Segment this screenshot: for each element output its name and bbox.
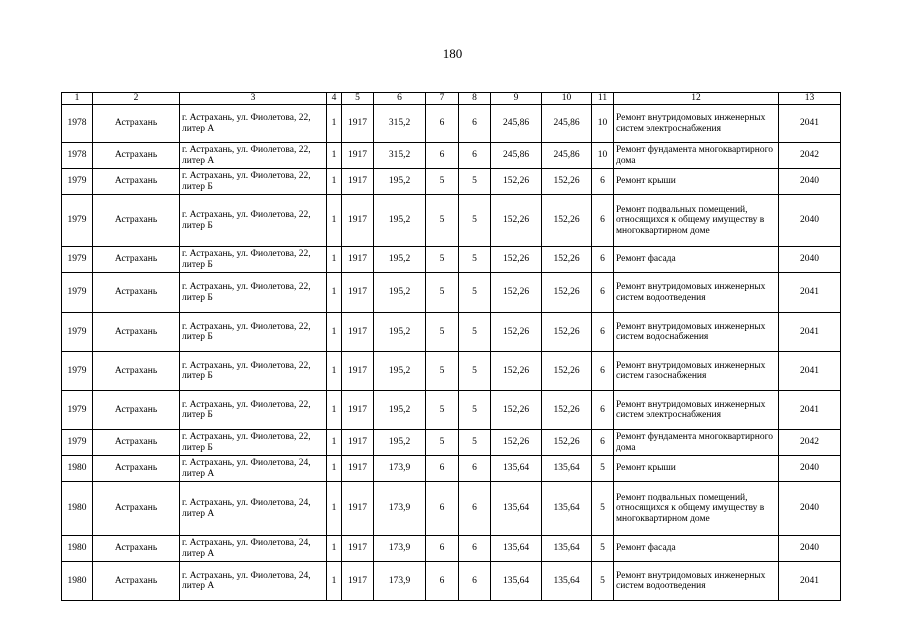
col-11-cell: 6 [592, 430, 614, 456]
year-built-cell: 1917 [342, 169, 374, 195]
col-7-cell: 6 [426, 536, 459, 562]
col-8-cell: 5 [459, 169, 491, 195]
col-10-cell: 135,64 [542, 482, 592, 536]
table-row [62, 105, 841, 143]
col-11-cell: 6 [592, 273, 614, 313]
col-9-cell: 152,26 [491, 195, 542, 247]
col-9-cell: 152,26 [491, 391, 542, 430]
city-cell: Астрахань [93, 562, 180, 601]
col-11-cell: 6 [592, 169, 614, 195]
repair-work-cell: Ремонт крыши [614, 456, 779, 482]
repair-work-cell: Ремонт внутридомовых инженерных систем электроснабжения [614, 391, 779, 430]
table-row [62, 169, 841, 195]
area-cell: 195,2 [374, 195, 426, 247]
col-9-cell: 245,86 [491, 143, 542, 169]
city-cell: Астрахань [93, 247, 180, 273]
col-9-cell: 152,26 [491, 313, 542, 352]
col-7-cell: 5 [426, 247, 459, 273]
col-7-cell: 6 [426, 562, 459, 601]
area-cell: 173,9 [374, 562, 426, 601]
row-number-cell: 1979 [62, 391, 93, 430]
col-8-cell: 5 [459, 352, 491, 391]
col-9-cell: 152,26 [491, 430, 542, 456]
planned-year-cell: 2040 [779, 169, 841, 195]
col-8-cell: 6 [459, 105, 491, 143]
year-built-cell: 1917 [342, 195, 374, 247]
city-cell: Астрахань [93, 143, 180, 169]
area-cell: 173,9 [374, 536, 426, 562]
year-built-cell: 1917 [342, 482, 374, 536]
col-11-cell: 5 [592, 482, 614, 536]
col-4-cell: 1 [327, 247, 342, 273]
col-7-cell: 5 [426, 391, 459, 430]
col-8-cell: 6 [459, 143, 491, 169]
city-cell: Астрахань [93, 391, 180, 430]
column-header: 7 [426, 93, 459, 105]
col-7-cell: 5 [426, 430, 459, 456]
col-11-cell: 10 [592, 143, 614, 169]
city-cell: Астрахань [93, 430, 180, 456]
row-number-cell: 1979 [62, 247, 93, 273]
column-header: 10 [542, 93, 592, 105]
planned-year-cell: 2041 [779, 273, 841, 313]
col-8-cell: 6 [459, 482, 491, 536]
col-7-cell: 6 [426, 456, 459, 482]
year-built-cell: 1917 [342, 352, 374, 391]
col-4-cell: 1 [327, 105, 342, 143]
col-10-cell: 152,26 [542, 195, 592, 247]
col-9-cell: 152,26 [491, 247, 542, 273]
address-cell: г. Астрахань, ул. Фиолетова, 22, литер Б [180, 195, 327, 247]
year-built-cell: 1917 [342, 313, 374, 352]
page-number: 180 [442, 46, 463, 61]
col-4-cell: 1 [327, 169, 342, 195]
table-row [62, 143, 841, 169]
row-number-cell: 1979 [62, 430, 93, 456]
col-4-cell: 1 [327, 143, 342, 169]
col-7-cell: 6 [426, 105, 459, 143]
address-cell: г. Астрахань, ул. Фиолетова, 22, литер Б [180, 169, 327, 195]
planned-year-cell: 2042 [779, 143, 841, 169]
city-cell: Астрахань [93, 273, 180, 313]
col-7-cell: 5 [426, 195, 459, 247]
row-number-cell: 1980 [62, 562, 93, 601]
planned-year-cell: 2040 [779, 456, 841, 482]
repair-work-cell: Ремонт подвальных помещений, относящихся к общему имуществу в многоквартирном доме [614, 195, 779, 247]
planned-year-cell: 2040 [779, 195, 841, 247]
year-built-cell: 1917 [342, 143, 374, 169]
col-10-cell: 245,86 [542, 105, 592, 143]
table-row [62, 456, 841, 482]
column-header: 4 [327, 93, 342, 105]
city-cell: Астрахань [93, 105, 180, 143]
col-7-cell: 6 [426, 143, 459, 169]
city-cell: Астрахань [93, 536, 180, 562]
planned-year-cell: 2040 [779, 247, 841, 273]
column-header: 8 [459, 93, 491, 105]
address-cell: г. Астрахань, ул. Фиолетова, 24, литер А [180, 482, 327, 536]
column-header: 3 [180, 93, 327, 105]
col-9-cell: 245,86 [491, 105, 542, 143]
planned-year-cell: 2041 [779, 391, 841, 430]
year-built-cell: 1917 [342, 430, 374, 456]
address-cell: г. Астрахань, ул. Фиолетова, 22, литер Б [180, 391, 327, 430]
col-10-cell: 135,64 [542, 456, 592, 482]
col-8-cell: 5 [459, 195, 491, 247]
col-4-cell: 1 [327, 195, 342, 247]
col-4-cell: 1 [327, 391, 342, 430]
city-cell: Астрахань [93, 169, 180, 195]
col-8-cell: 5 [459, 273, 491, 313]
year-built-cell: 1917 [342, 105, 374, 143]
col-11-cell: 5 [592, 456, 614, 482]
table-row [62, 536, 841, 562]
table-row [62, 562, 841, 601]
column-header: 5 [342, 93, 374, 105]
year-built-cell: 1917 [342, 536, 374, 562]
city-cell: Астрахань [93, 195, 180, 247]
repair-work-cell: Ремонт внутридомовых инженерных систем электроснабжения [614, 105, 779, 143]
address-cell: г. Астрахань, ул. Фиолетова, 22, литер Б [180, 313, 327, 352]
table-row [62, 482, 841, 536]
row-number-cell: 1979 [62, 169, 93, 195]
col-7-cell: 5 [426, 169, 459, 195]
area-cell: 173,9 [374, 482, 426, 536]
col-4-cell: 1 [327, 352, 342, 391]
col-7-cell: 5 [426, 313, 459, 352]
repair-work-cell: Ремонт фундамента многоквартирного дома [614, 143, 779, 169]
col-10-cell: 135,64 [542, 536, 592, 562]
col-11-cell: 10 [592, 105, 614, 143]
planned-year-cell: 2041 [779, 352, 841, 391]
col-8-cell: 6 [459, 536, 491, 562]
address-cell: г. Астрахань, ул. Фиолетова, 24, литер А [180, 536, 327, 562]
col-10-cell: 245,86 [542, 143, 592, 169]
col-8-cell: 5 [459, 391, 491, 430]
planned-year-cell: 2041 [779, 313, 841, 352]
repair-work-cell: Ремонт внутридомовых инженерных систем водоотведения [614, 562, 779, 601]
header-row [62, 93, 841, 105]
col-9-cell: 152,26 [491, 169, 542, 195]
year-built-cell: 1917 [342, 391, 374, 430]
area-cell: 195,2 [374, 273, 426, 313]
col-9-cell: 135,64 [491, 482, 542, 536]
address-cell: г. Астрахань, ул. Фиолетова, 22, литер Б [180, 247, 327, 273]
area-cell: 195,2 [374, 352, 426, 391]
col-10-cell: 152,26 [542, 313, 592, 352]
col-10-cell: 152,26 [542, 391, 592, 430]
col-10-cell: 135,64 [542, 562, 592, 601]
col-7-cell: 6 [426, 482, 459, 536]
address-cell: г. Астрахань, ул. Фиолетова, 22, литер Б [180, 430, 327, 456]
col-11-cell: 6 [592, 352, 614, 391]
col-4-cell: 1 [327, 482, 342, 536]
col-10-cell: 152,26 [542, 169, 592, 195]
repair-work-cell: Ремонт крыши [614, 169, 779, 195]
col-10-cell: 152,26 [542, 352, 592, 391]
col-9-cell: 152,26 [491, 273, 542, 313]
row-number-cell: 1978 [62, 143, 93, 169]
table-row [62, 273, 841, 313]
repair-work-cell: Ремонт фасада [614, 536, 779, 562]
col-7-cell: 5 [426, 352, 459, 391]
table-row [62, 391, 841, 430]
area-cell: 195,2 [374, 169, 426, 195]
year-built-cell: 1917 [342, 247, 374, 273]
row-number-cell: 1978 [62, 105, 93, 143]
table-row [62, 430, 841, 456]
col-4-cell: 1 [327, 430, 342, 456]
area-cell: 315,2 [374, 143, 426, 169]
col-11-cell: 6 [592, 195, 614, 247]
col-4-cell: 1 [327, 536, 342, 562]
col-11-cell: 5 [592, 536, 614, 562]
area-cell: 195,2 [374, 430, 426, 456]
year-built-cell: 1917 [342, 456, 374, 482]
column-header: 12 [614, 93, 779, 105]
column-header: 1 [62, 93, 93, 105]
repair-work-cell: Ремонт фасада [614, 247, 779, 273]
column-header: 13 [779, 93, 841, 105]
capital-repair-table [61, 92, 841, 601]
col-8-cell: 5 [459, 247, 491, 273]
planned-year-cell: 2040 [779, 536, 841, 562]
city-cell: Астрахань [93, 456, 180, 482]
address-cell: г. Астрахань, ул. Фиолетова, 24, литер А [180, 562, 327, 601]
column-header: 6 [374, 93, 426, 105]
col-4-cell: 1 [327, 273, 342, 313]
row-number-cell: 1980 [62, 536, 93, 562]
col-10-cell: 152,26 [542, 273, 592, 313]
col-8-cell: 6 [459, 456, 491, 482]
col-8-cell: 6 [459, 562, 491, 601]
year-built-cell: 1917 [342, 273, 374, 313]
table-row [62, 195, 841, 247]
address-cell: г. Астрахань, ул. Фиолетова, 22, литер А [180, 105, 327, 143]
repair-work-cell: Ремонт подвальных помещений, относящихся к общему имуществу в многоквартирном доме [614, 482, 779, 536]
area-cell: 195,2 [374, 391, 426, 430]
col-4-cell: 1 [327, 456, 342, 482]
planned-year-cell: 2042 [779, 430, 841, 456]
table-row [62, 313, 841, 352]
col-9-cell: 135,64 [491, 562, 542, 601]
row-number-cell: 1979 [62, 352, 93, 391]
col-9-cell: 135,64 [491, 536, 542, 562]
column-header: 9 [491, 93, 542, 105]
col-4-cell: 1 [327, 562, 342, 601]
area-cell: 195,2 [374, 247, 426, 273]
table-row [62, 352, 841, 391]
area-cell: 173,9 [374, 456, 426, 482]
city-cell: Астрахань [93, 352, 180, 391]
planned-year-cell: 2040 [779, 482, 841, 536]
table-row [62, 247, 841, 273]
row-number-cell: 1979 [62, 313, 93, 352]
repair-work-cell: Ремонт внутридомовых инженерных систем водоотведения [614, 273, 779, 313]
col-8-cell: 5 [459, 430, 491, 456]
col-10-cell: 152,26 [542, 247, 592, 273]
column-header: 11 [592, 93, 614, 105]
planned-year-cell: 2041 [779, 105, 841, 143]
city-cell: Астрахань [93, 482, 180, 536]
col-11-cell: 6 [592, 313, 614, 352]
col-11-cell: 6 [592, 391, 614, 430]
col-10-cell: 152,26 [542, 430, 592, 456]
col-9-cell: 152,26 [491, 352, 542, 391]
area-cell: 195,2 [374, 313, 426, 352]
row-number-cell: 1980 [62, 456, 93, 482]
address-cell: г. Астрахань, ул. Фиолетова, 22, литер А [180, 143, 327, 169]
col-4-cell: 1 [327, 313, 342, 352]
year-built-cell: 1917 [342, 562, 374, 601]
col-9-cell: 135,64 [491, 456, 542, 482]
planned-year-cell: 2041 [779, 562, 841, 601]
city-cell: Астрахань [93, 313, 180, 352]
col-11-cell: 5 [592, 562, 614, 601]
address-cell: г. Астрахань, ул. Фиолетова, 22, литер Б [180, 273, 327, 313]
address-cell: г. Астрахань, ул. Фиолетова, 22, литер Б [180, 352, 327, 391]
row-number-cell: 1979 [62, 195, 93, 247]
col-7-cell: 5 [426, 273, 459, 313]
row-number-cell: 1979 [62, 273, 93, 313]
repair-work-cell: Ремонт внутридомовых инженерных систем газоснабжения [614, 352, 779, 391]
col-11-cell: 6 [592, 247, 614, 273]
column-header: 2 [93, 93, 180, 105]
area-cell: 315,2 [374, 105, 426, 143]
repair-work-cell: Ремонт фундамента многоквартирного дома [614, 430, 779, 456]
address-cell: г. Астрахань, ул. Фиолетова, 24, литер А [180, 456, 327, 482]
row-number-cell: 1980 [62, 482, 93, 536]
col-8-cell: 5 [459, 313, 491, 352]
repair-work-cell: Ремонт внутридомовых инженерных систем водоснабжения [614, 313, 779, 352]
